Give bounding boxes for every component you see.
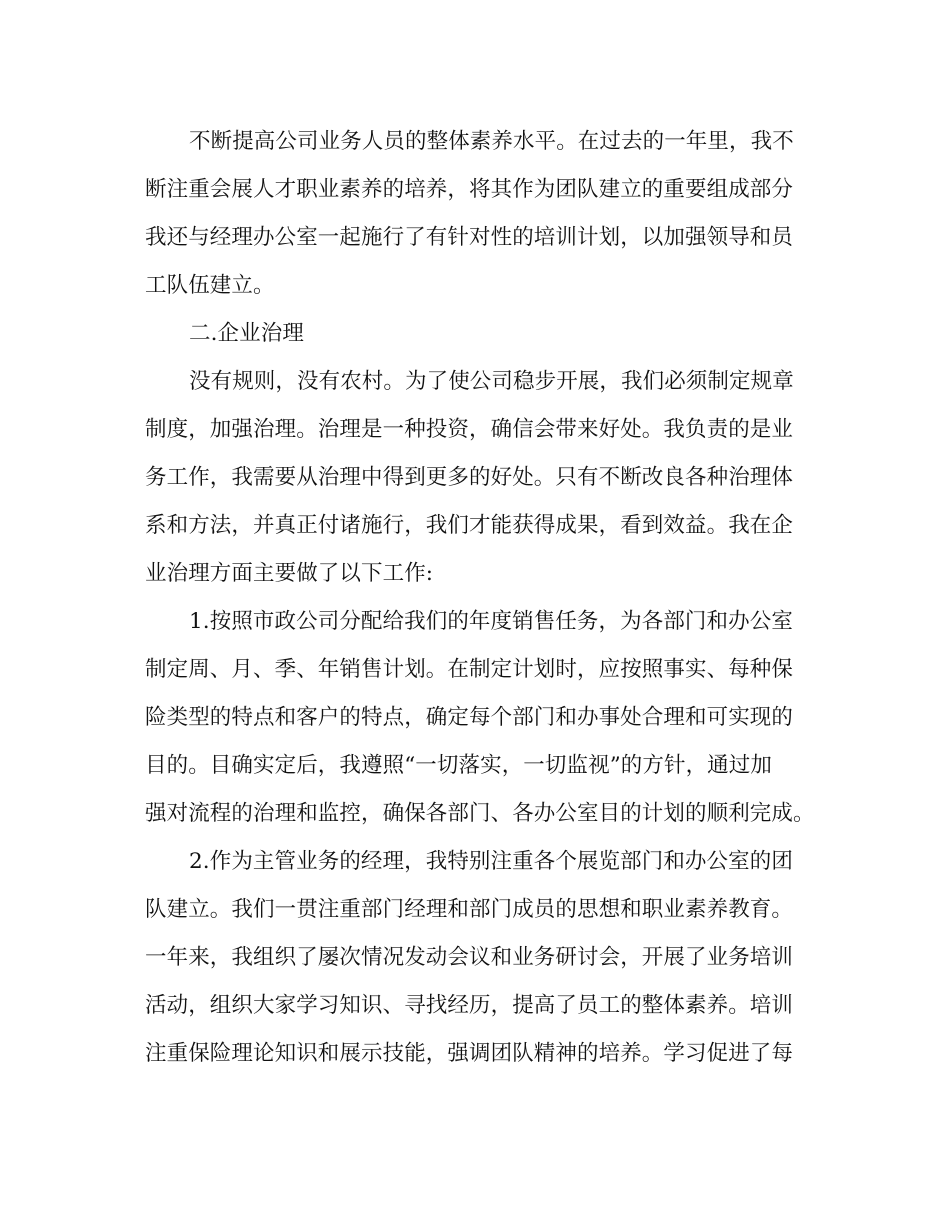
paragraph-line: 没有规则，没有农村。为了使公司稳步开展，我们必须制定规章 — [189, 369, 794, 394]
list-item-line: 1.按照市政公司分配给我们的年度销售任务，为各部门和办公室 — [189, 609, 793, 634]
list-item-line: 活动，组织大家学习知识、寻找经历，提高了员工的整体素养。培训 — [145, 993, 794, 1018]
paragraph-line: 不断提高公司业务人员的整体素养水平。在过去的一年里，我不 — [189, 129, 794, 154]
list-item-line: 强对流程的治理和监控，确保各部门、各办公室目的计划的顺利完成。 — [145, 801, 815, 826]
paragraph-line: 我还与经理办公室一起施行了有针对性的培训计划，以加强领导和员 — [145, 225, 794, 250]
list-item-line: 险类型的特点和客户的特点，确定每个部门和办事处合理和可实现的 — [145, 705, 794, 730]
list-item-line: 制定周、月、季、年销售计划。在制定计划时，应按照事实、每种保 — [145, 657, 794, 682]
paragraph-line: 工队伍建立。 — [145, 273, 275, 298]
paragraph-line: 业治理方面主要做了以下工作: — [145, 561, 434, 586]
paragraph-line: 制度，加强治理。治理是一种投资，确信会带来好处。我负责的是业 — [145, 417, 794, 442]
paragraph-line: 断注重会展人才职业素养的培养，将其作为团队建立的重要组成部分 — [145, 177, 794, 202]
list-item-line: 队建立。我们一贯注重部门经理和部门成员的思想和职业素养教育。 — [145, 897, 794, 922]
list-item-line: 目的。目确实定后，我遵照“一切落实，一切监视”的方针，通过加 — [145, 753, 772, 778]
paragraph-line: 务工作，我需要从治理中得到更多的好处。只有不断改良各种治理体 — [145, 465, 794, 490]
list-item-line: 一年来，我组织了屡次情况发动会议和业务研讨会，开展了业务培训 — [145, 945, 794, 970]
paragraph-line: 系和方法，并真正付诸施行，我们才能获得成果，看到效益。我在企 — [145, 513, 794, 538]
list-item-line: 注重保险理论知识和展示技能，强调团队精神的培养。学习促进了每 — [145, 1041, 794, 1066]
document-body — [145, 118, 815, 1078]
section-heading: 二.企业治理 — [189, 321, 304, 346]
list-item-line: 2.作为主管业务的经理，我特别注重各个展览部门和办公室的团 — [189, 849, 793, 874]
